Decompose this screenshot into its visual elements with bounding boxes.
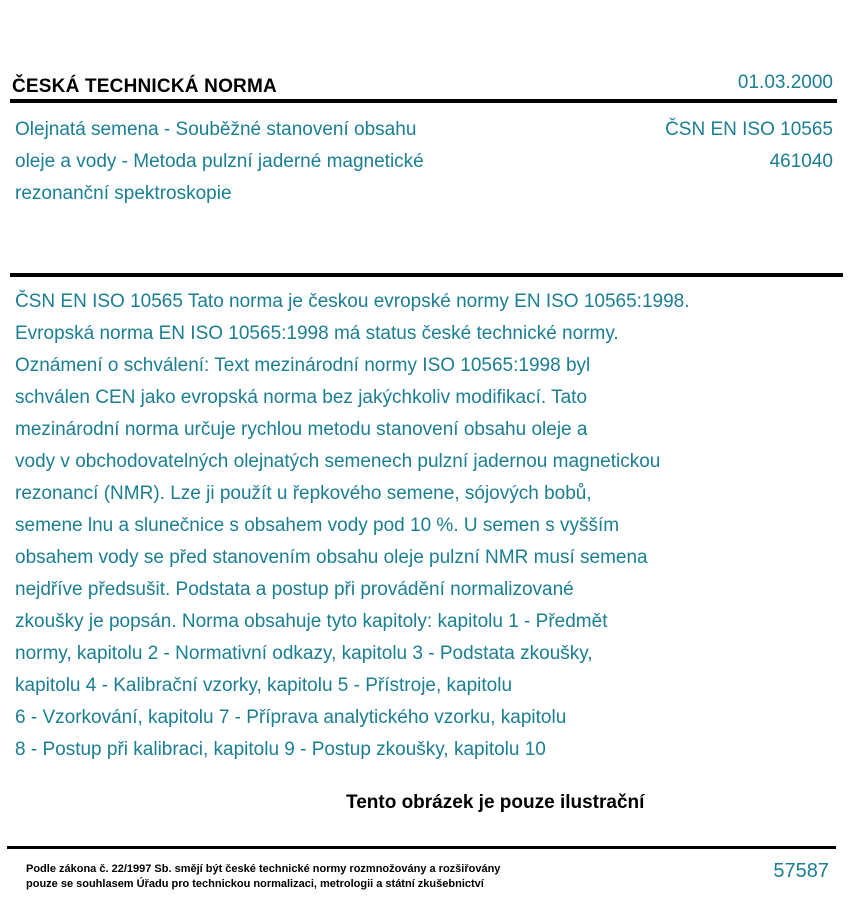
legal-line: Podle zákona č. 22/1997 Sb. smějí být české technické normy rozmnožovány a rozšiřovány [26,863,501,875]
standard-title-line: Olejnatá semena - Souběžné stanovení obsahu [15,119,417,140]
legal-notice [26,862,500,892]
issue-date: 01.03.2000 [737,72,833,93]
abstract-line: Oznámení o schválení: Text mezinárodní normy ISO 10565:1998 byl [15,355,591,376]
document-header-title: ČESKÁ TECHNICKÁ NORMA [12,76,277,97]
abstract-line: ČSN EN ISO 10565 Tato norma je českou evropské normy EN ISO 10565:1998. [15,291,690,312]
abstract-line: semene lnu a slunečnice s obsahem vody pod 10 %. U semen s vyšším [15,515,620,536]
abstract-line: kapitolu 4 - Kalibrační vzorky, kapitolu 5 - Přístroje, kapitolu [15,675,513,696]
abstract-line: obsahem vody se před stanovením obsahu oleje pulzní NMR musí semena [15,547,648,568]
abstract-line: Evropská norma EN ISO 10565:1998 má status české technické normy. [15,323,619,344]
bottom-divider [7,846,836,849]
standard-identifier [665,114,833,178]
abstract-line: schválen CEN jako evropská norma bez jakýchkoliv modifikací. Tato [15,387,588,408]
standard-title-line: rezonanční spektroskopie [15,183,232,204]
middle-divider [10,273,843,277]
abstract-line: normy, kapitolu 2 - Normativní odkazy, kapitolu 3 - Podstata zkoušky, [15,643,593,664]
legal-line: pouze se souhlasem Úřadu pro technickou normalizaci, metrologii a státní zkušebnictví [26,878,484,890]
catalog-number: 57587 [773,860,829,882]
abstract-line: 6 - Vzorkování, kapitolu 7 - Příprava analytického vzorku, kapitolu [15,707,567,728]
abstract-line: nejdříve předsušit. Podstata a postup při provádění normalizované [15,579,574,600]
abstract-line: zkoušky je popsán. Norma obsahuje tyto kapitoly: kapitolu 1 - Předmět [15,611,608,632]
top-divider [10,99,837,103]
standard-title-line: oleje a vody - Metoda pulzní jaderné magnetické [15,151,424,172]
abstract-line: mezinárodní norma určuje rychlou metodu stanovení obsahu oleje a [15,419,588,440]
abstract-text [15,286,815,766]
illustration-note: Tento obrázek je pouze ilustrační [346,792,645,813]
abstract-line: 8 - Postup při kalibraci, kapitolu 9 - Postup zkoušky, kapitolu 10 [15,739,546,760]
abstract-line: vody v obchodovatelných olejnatých semenech pulzní jadernou magnetickou [15,451,661,472]
standard-code: ČSN EN ISO 10565 [665,119,833,140]
abstract-line: rezonancí (NMR). Lze ji použít u řepkového semene, sójových bobů, [15,483,592,504]
standard-title [15,114,535,210]
classification-number: 461040 [769,151,833,172]
